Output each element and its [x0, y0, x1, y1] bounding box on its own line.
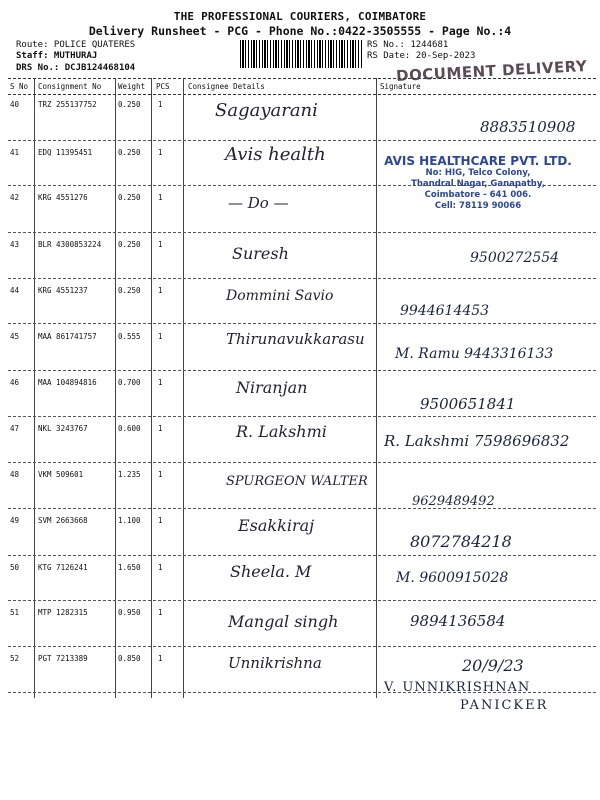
col-divider: [115, 78, 116, 698]
consignee-handwriting: Avis health: [225, 144, 326, 165]
row-pcs: 1: [158, 516, 163, 525]
row-divider: [8, 462, 596, 463]
row-pcs: 1: [158, 193, 163, 202]
col-consignee: Consignee Details: [188, 82, 265, 91]
col-divider: [34, 78, 35, 698]
avis-stamp-line: No: HIG, Telco Colony,: [425, 168, 531, 178]
row-pcs: 1: [158, 563, 163, 572]
row-sno: 43: [10, 240, 20, 249]
row-weight: 0.250: [118, 240, 141, 249]
rs-date: RS Date: 20-Sep-2023: [367, 51, 476, 61]
row-sno: 49: [10, 516, 20, 525]
row-sno: 46: [10, 378, 20, 387]
footer-signatory-name: V. UNNIKRISHNAN: [384, 680, 531, 695]
row-sno: 47: [10, 424, 20, 433]
row-weight: 0.250: [118, 148, 141, 157]
row-divider: [8, 232, 596, 233]
row-pcs: 1: [158, 608, 163, 617]
row-consignment: MAA 104894816: [38, 378, 97, 387]
signature-handwriting: 9629489492: [412, 494, 495, 509]
row-pcs: 1: [158, 100, 163, 109]
drs-number: DRS No.: DCJB124468104: [16, 63, 136, 73]
row-weight: 0.555: [118, 332, 141, 341]
footer-signatory-surname: PANICKER: [460, 698, 549, 713]
row-divider: [8, 646, 596, 647]
consignee-handwriting: Suresh: [232, 244, 289, 263]
row-sno: 45: [10, 332, 20, 341]
row-sno: 52: [10, 654, 20, 663]
row-consignment: EDQ 11395451: [38, 148, 93, 157]
col-sno: S No: [10, 82, 29, 91]
header-bottom-rule: [8, 94, 596, 95]
avis-stamp-line: Cell: 78119 90066: [434, 201, 522, 211]
row-weight: 0.850: [118, 654, 141, 663]
consignee-handwriting: SPURGEON WALTER: [226, 474, 368, 489]
row-divider: [8, 370, 596, 371]
avis-stamp-line: Coimbatore - 641 006.: [424, 190, 532, 200]
row-weight: 0.950: [118, 608, 141, 617]
row-pcs: 1: [158, 148, 163, 157]
row-divider: [8, 600, 596, 601]
signature-handwriting: M. 9600915028: [396, 570, 509, 586]
row-consignment: SVM 2663668: [38, 516, 88, 525]
staff-label: Staff: MUTHURAJ: [16, 51, 98, 61]
row-divider: [8, 323, 596, 324]
row-consignment: KRG 4551237: [38, 286, 88, 295]
row-sno: 41: [10, 148, 20, 157]
route-label: Route: POLICE QUATERES: [16, 40, 136, 50]
row-sno: 42: [10, 193, 20, 202]
row-sno: 50: [10, 563, 20, 572]
row-divider: [8, 140, 596, 141]
row-pcs: 1: [158, 654, 163, 663]
signature-handwriting: 9894136584: [410, 612, 506, 630]
avis-stamp-line: Thandral Nagar, Ganapathy,: [411, 179, 545, 189]
row-pcs: 1: [158, 332, 163, 341]
consignee-handwriting: Esakkiraj: [238, 516, 315, 535]
row-weight: 0.250: [118, 286, 141, 295]
row-weight: 0.600: [118, 424, 141, 433]
avis-stamp-name: AVIS HEALTHCARE PVT. LTD.: [384, 154, 572, 168]
consignee-handwriting: R. Lakshmi: [236, 422, 327, 441]
company-title: THE PROFESSIONAL COURIERS, COIMBATORE: [173, 10, 427, 23]
consignee-handwriting: Unnikrishna: [228, 654, 322, 672]
row-pcs: 1: [158, 240, 163, 249]
consignee-handwriting: Mangal singh: [228, 612, 339, 631]
runsheet-subtitle: Delivery Runsheet - PCG - Phone No.:0422-3505555 - Page No.:4: [88, 24, 512, 38]
row-weight: 0.700: [118, 378, 141, 387]
signature-handwriting: 20/9/23: [462, 656, 524, 675]
avis-company-stamp: [378, 154, 578, 212]
signature-handwriting: R. Lakshmi 7598696832: [384, 432, 570, 450]
header-top-rule: [8, 78, 596, 79]
signature-handwriting: 9500651841: [420, 395, 516, 413]
row-weight: 0.250: [118, 193, 141, 202]
consignee-handwriting: — Do —: [228, 194, 289, 212]
col-consignment: Consignment No: [38, 82, 102, 91]
row-pcs: 1: [158, 286, 163, 295]
row-consignment: KRG 4551276: [38, 193, 88, 202]
row-divider: [8, 555, 596, 556]
consignee-handwriting: Sagayarani: [215, 100, 318, 121]
row-weight: 0.250: [118, 100, 141, 109]
row-sno: 51: [10, 608, 20, 617]
consignee-handwriting: Dommini Savio: [226, 288, 334, 304]
col-pcs: PCS: [156, 82, 170, 91]
col-divider: [376, 78, 377, 698]
row-pcs: 1: [158, 378, 163, 387]
row-sno: 40: [10, 100, 20, 109]
signature-handwriting: 9944614453: [400, 303, 490, 319]
row-consignment: MTP 1282315: [38, 608, 88, 617]
row-divider: [8, 278, 596, 279]
signature-handwriting: 8072784218: [410, 532, 512, 551]
signature-handwriting: M. Ramu 9443316133: [395, 346, 554, 362]
document-delivery-stamp: DOCUMENT DELIVERY: [395, 57, 588, 85]
row-divider: [8, 416, 596, 417]
row-consignment: KTG 7126241: [38, 563, 88, 572]
rs-number: RS No.: 1244681: [367, 40, 449, 50]
row-consignment: TRZ 255137752: [38, 100, 97, 109]
col-divider: [183, 78, 184, 698]
row-weight: 1.650: [118, 563, 141, 572]
signature-handwriting: 9500272554: [470, 250, 560, 266]
row-divider: [8, 508, 596, 509]
row-consignment: VKM 509601: [38, 470, 84, 479]
row-sno: 48: [10, 470, 20, 479]
consignee-handwriting: Thirunavukkarasu: [226, 330, 365, 348]
col-signature: Signature: [380, 82, 421, 91]
signature-handwriting: 8883510908: [480, 118, 576, 136]
row-pcs: 1: [158, 424, 163, 433]
consignee-handwriting: Niranjan: [236, 378, 308, 397]
col-divider: [151, 78, 152, 698]
barcode: [240, 40, 362, 68]
col-weight: Weight: [118, 82, 146, 91]
row-consignment: MAA 861741757: [38, 332, 97, 341]
row-consignment: PGT 7213389: [38, 654, 88, 663]
row-pcs: 1: [158, 470, 163, 479]
row-weight: 1.100: [118, 516, 141, 525]
consignee-handwriting: Sheela. M: [230, 562, 312, 581]
row-consignment: NKL 3243767: [38, 424, 88, 433]
row-weight: 1.235: [118, 470, 141, 479]
row-consignment: BLR 4300853224: [38, 240, 102, 249]
row-sno: 44: [10, 286, 20, 295]
